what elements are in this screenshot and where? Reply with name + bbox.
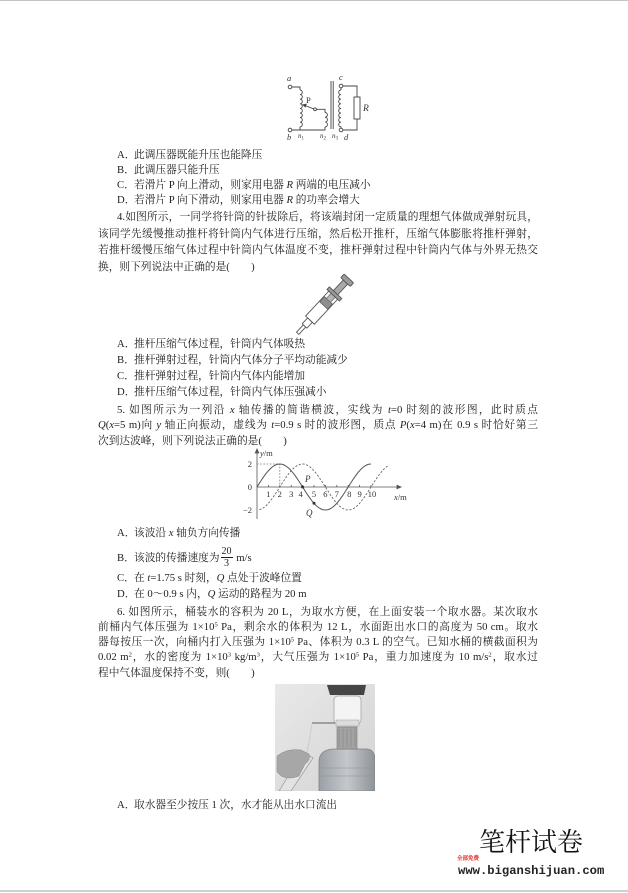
coil-n1 bbox=[300, 90, 302, 127]
q5-option-b bbox=[117, 546, 538, 569]
option-text: 在 0～0.9 s 内，Q 运动的路程为 20 m bbox=[134, 588, 307, 600]
option-text: 推杆弹射过程，针筒内气体内能增加 bbox=[134, 370, 306, 382]
x-axis-arrow-icon bbox=[397, 485, 401, 489]
svg-text:1: 1 bbox=[266, 489, 271, 499]
option-text: 在 t=1.75 s 时刻，Q 点处于波峰位置 bbox=[134, 572, 302, 584]
option-label: B． bbox=[117, 551, 135, 564]
logo-title: 笔杆试卷 bbox=[479, 828, 584, 858]
q5-stem-line: 次到达波峰，则下列说法正确的是( ) bbox=[98, 435, 287, 447]
svg-text:10: 10 bbox=[367, 489, 377, 499]
superscript: 3 bbox=[227, 651, 232, 659]
svg-text:9: 9 bbox=[357, 489, 362, 499]
option-text: 该波沿 x 轴负方向传播 bbox=[134, 527, 241, 539]
label-P: P bbox=[305, 474, 311, 484]
option-label: C． bbox=[117, 572, 135, 584]
q5-option-d bbox=[117, 587, 538, 601]
q5-option-a bbox=[117, 526, 538, 540]
svg-text:2: 2 bbox=[247, 459, 252, 469]
svg-text:0: 0 bbox=[247, 482, 252, 492]
option-label: A． bbox=[117, 799, 136, 811]
syringe-figure bbox=[288, 270, 360, 338]
label-c: c bbox=[339, 72, 343, 82]
q6-option-a bbox=[117, 798, 538, 812]
x-axis-label: x/m bbox=[394, 492, 407, 502]
label-a: a bbox=[287, 73, 292, 83]
superscript: 2 bbox=[488, 651, 492, 659]
top-border bbox=[0, 0, 628, 1]
q6-stem-line: 0.02 $m^2$，水的密度为 $1\times 10^3$ $kg/m^3$，大气压强为 $1\times 10^5$ Pa，重力加速度为 10 $m/s^2$，取水过 bbox=[98, 651, 538, 663]
superscript: 5 bbox=[290, 636, 295, 644]
math-variable: Q bbox=[207, 588, 216, 600]
q3-option-a bbox=[117, 148, 538, 162]
q6-stem-line: 程中气体温度保持不变，则( ) bbox=[98, 667, 255, 679]
option-text: 此调压器既能升压也能降压 bbox=[134, 149, 263, 161]
coil-n2 bbox=[325, 113, 327, 128]
logo-url: www.biganshijuan.com bbox=[458, 864, 605, 878]
q5-option-c bbox=[117, 571, 538, 585]
math-variable: t bbox=[271, 419, 275, 431]
y-axis-label: y/m bbox=[260, 448, 273, 458]
svg-text:3: 3 bbox=[289, 489, 294, 499]
math-variable: x bbox=[229, 404, 235, 416]
pump-press-cap bbox=[327, 685, 366, 695]
coil-n3 bbox=[339, 90, 341, 127]
option-label: B． bbox=[117, 164, 135, 176]
math-variable: R bbox=[286, 179, 294, 191]
math-variable: x bbox=[409, 419, 415, 431]
x-tick-labels bbox=[266, 489, 376, 499]
math-variable: R bbox=[286, 194, 294, 206]
superscript: 5 bbox=[214, 621, 218, 629]
q4-option-a bbox=[117, 337, 538, 351]
svg-text:8: 8 bbox=[347, 489, 352, 499]
free-badge: 全部免费 bbox=[457, 856, 480, 862]
option-text: 此调压器只能升压 bbox=[134, 164, 220, 176]
option-text: 该波的传播速度为 $\frac{20}{3}$ m/s bbox=[134, 546, 252, 569]
math-variable: P bbox=[399, 419, 407, 431]
option-label: C． bbox=[117, 179, 135, 191]
math-variable: x bbox=[168, 527, 174, 539]
y-tick-labels bbox=[243, 459, 252, 515]
superscript: 5 bbox=[355, 651, 360, 659]
wave-graph bbox=[235, 446, 420, 526]
math-variable: Q bbox=[98, 419, 106, 431]
q4-stem-line: 若推杆缓慢压缩气体过程中针筒内气体温度不变，推杆弹射过程中针筒内气体与外界无热交 bbox=[98, 244, 538, 256]
q5-stem-line: 5. 如图所示为一列沿 x 轴传播的简谐横波，实线为 t=0 时刻的波形图，此时质点 bbox=[117, 404, 538, 416]
svg-text:2: 2 bbox=[277, 489, 282, 499]
label-n1: $n_1$ bbox=[298, 132, 304, 142]
bottle bbox=[319, 749, 375, 791]
option-label: B． bbox=[117, 354, 135, 366]
svg-text:−2: −2 bbox=[242, 505, 252, 515]
iron-core bbox=[331, 81, 333, 129]
svg-text:7: 7 bbox=[334, 489, 339, 499]
label-n2: $n_2$ bbox=[320, 132, 326, 142]
label-Q: Q bbox=[306, 508, 313, 518]
option-label: D． bbox=[117, 194, 136, 206]
site-logo bbox=[455, 826, 615, 886]
y-axis-arrow-icon bbox=[255, 449, 259, 453]
option-text: 若滑片 P 向上滑动，则家用电器 R 两端的电压减小 bbox=[134, 179, 371, 191]
q6-stem-line: 前桶内气体压强为 $1\times 10^5$ Pa，剩余水的体积为 12 L，水面距出水口的高度为 50 cm。取水 bbox=[98, 621, 538, 633]
guide-lines bbox=[257, 464, 280, 487]
option-text: 若滑片 P 向下滑动，则家用电器 R 的功率会增大 bbox=[134, 194, 360, 206]
q4-option-b bbox=[117, 353, 538, 367]
option-text: 取水器至少按压 1 次，水才能从出水口流出 bbox=[134, 799, 338, 811]
water-dispenser-photo bbox=[275, 684, 375, 791]
option-label: A． bbox=[117, 338, 136, 350]
q3-option-b bbox=[117, 163, 538, 177]
q3-option-c bbox=[117, 178, 538, 192]
label-d: d bbox=[344, 132, 349, 142]
option-label: D． bbox=[117, 386, 136, 398]
q4-option-c bbox=[117, 369, 538, 383]
option-text: 推杆压缩气体过程，针筒内气体压强减小 bbox=[134, 386, 327, 398]
option-label: D． bbox=[117, 588, 136, 600]
option-text: 推杆压缩气体过程，针筒内气体吸热 bbox=[134, 338, 306, 350]
superscript: 2 bbox=[128, 651, 132, 659]
math-variable: t bbox=[387, 404, 391, 416]
math-variable: y bbox=[156, 419, 162, 431]
point-Q bbox=[313, 502, 316, 505]
resistor-R bbox=[354, 97, 360, 119]
q4-stem-line: 4.如图所示，一同学将针筒的针拔除后，将该端封闭一定质量的理想气体做成弹射玩具， bbox=[117, 211, 538, 223]
option-text: 推杆弹射过程，针筒内气体分子平均动能减少 bbox=[134, 354, 348, 366]
q5-stem-line: Q(x=5 m)向 y 轴正向振动，虚线为 t=0.9 s 时的波形图，质点 P(x=4 m)在 0.9 s 时恰好第三 bbox=[98, 419, 539, 431]
q4-stem-line: 换，则下列说法中正确的是( ) bbox=[98, 261, 255, 273]
superscript: 3 bbox=[256, 651, 260, 659]
option-label: A． bbox=[117, 527, 136, 539]
option-label: C． bbox=[117, 370, 135, 382]
q3-option-d bbox=[117, 193, 538, 207]
math-variable: t bbox=[147, 572, 151, 584]
label-R: R bbox=[363, 104, 369, 114]
math-variable: Q bbox=[216, 572, 225, 584]
transformer-circuit-diagram bbox=[280, 72, 375, 144]
svg-text:4: 4 bbox=[298, 489, 303, 499]
math-variable: x bbox=[109, 419, 115, 431]
q4-stem-line: 该同学先缓慢推动推杆将针筒内气体进行压缩，然后松开推杆，压缩气体膨胀将推杆弹射， bbox=[98, 228, 538, 240]
q6-stem-line: 6. 如图所示，桶装水的容积为 20 L，为取水方便，在上面安装一个取水器。某次取水 bbox=[117, 606, 538, 618]
q6-stem-line: 器每按压一次，向桶内打入压强为 $1\times 10^5$ Pa、体积为 0.3 L 的空气。已知水桶的横截面积为 bbox=[98, 636, 538, 648]
fraction: $\frac{20}{3}$ bbox=[221, 546, 232, 569]
svg-text:5: 5 bbox=[311, 489, 317, 499]
q4-option-d bbox=[117, 385, 538, 399]
label-b: b bbox=[287, 132, 292, 142]
bottom-border bbox=[0, 890, 628, 892]
option-label: A． bbox=[117, 149, 136, 161]
svg-text:6: 6 bbox=[323, 489, 328, 499]
label-n3: $n_3$ bbox=[332, 132, 338, 142]
label-P: P bbox=[306, 95, 311, 105]
